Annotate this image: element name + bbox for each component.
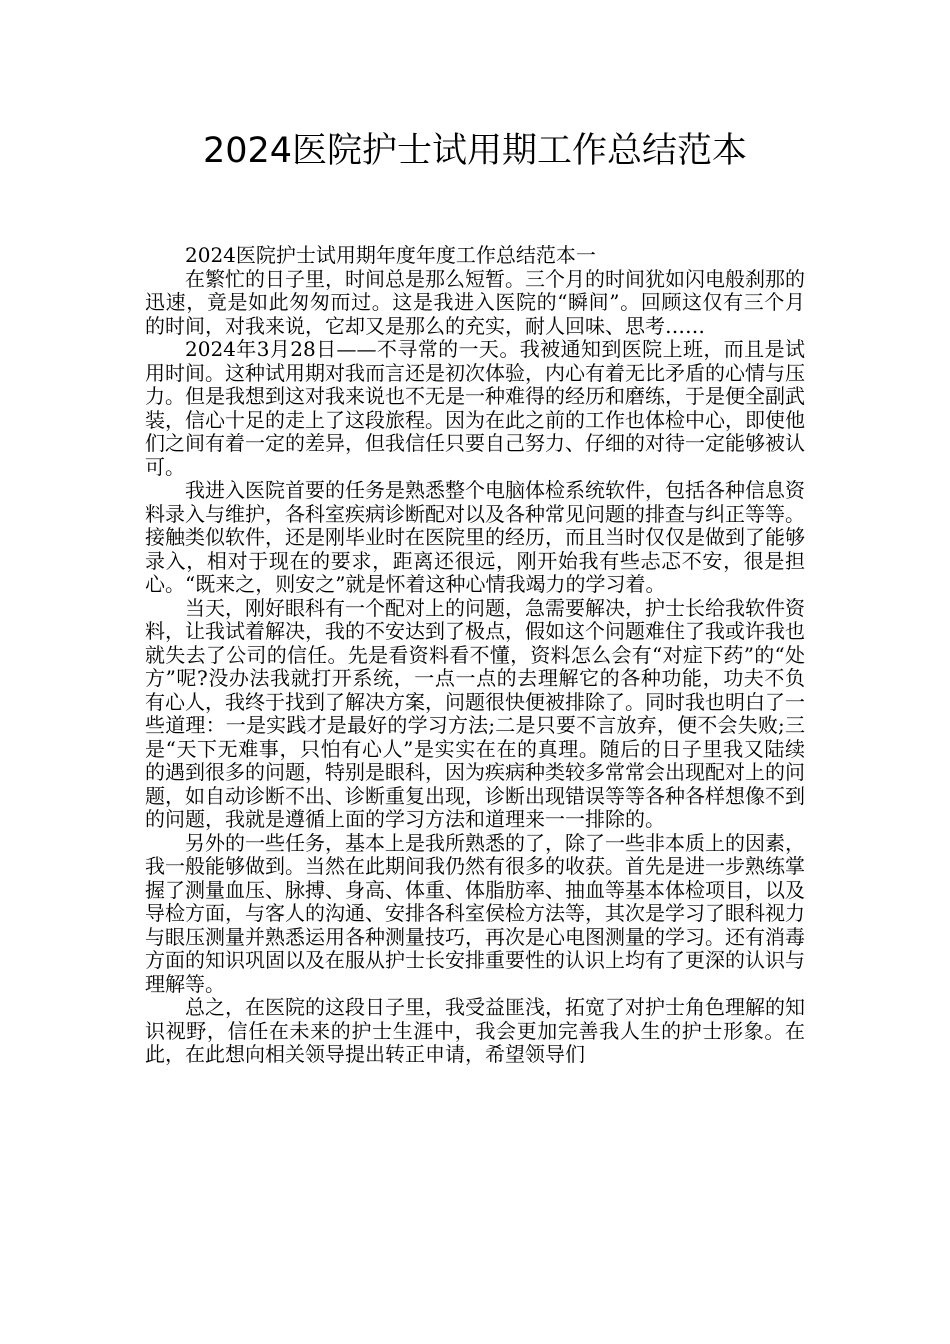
paragraph: 我进入医院首要的任务是熟悉整个电脑体检系统软件，包括各种信息资料录入与维护，各科室疾病诊断配对以及各种常见问题的排查与纠正等等。接触类似软件，还是刚毕业时在医院里的经历，而且当时仅仅是做到了能够录入，相对于现在的要求，距离还很远，刚开始我有些忐忑不安，很是担心。“既来之，则安之”就是怀着这种心情我竭力的学习着。 (145, 478, 805, 596)
paragraph: 另外的一些任务，基本上是我所熟悉的了，除了一些非本质上的因素，我一般能够做到。当然在此期间我仍然有很多的收获。首先是进一步熟练掌握了测量血压、脉搏、身高、体重、体脂肪率、抽血等基本体检项目，以及导检方面，与客人的沟通、安排各科室侯检方法等，其次是学习了眼科视力与眼压测量并熟悉运用各种测量技巧，再次是心电图测量的学习。还有消毒方面的知识巩固以及在服从护士长安排重要性的认识上均有了更深的认识与理解等。 (145, 830, 805, 996)
document-subtitle: 2024医院护士试用期年度年度工作总结范本一 (185, 243, 596, 267)
document-title: 2024医院护士试用期工作总结范本 (202, 131, 748, 171)
paragraph: 总之，在医院的这段日子里，我受益匪浅，拓宽了对护士角色理解的知识视野，信任在未来的护士生涯中，我会更加完善我人生的护士形象。在此，在此想向相关领导提出转正申请，希望领导们 (145, 995, 805, 1066)
paragraph: 2024年3月28日——不寻常的一天。我被通知到医院上班，而且是试用时间。这种试用期对我而言还是初次体验，内心有着无比矛盾的心情与压力。但是我想到这对我来说也不无是一种难得的经历和磨练，于是便全副武装，信心十足的走上了这段旅程。因为在此之前的工作也体检中心，即使他们之间有着一定的差异，但我信任只要自己努力、仔细的对待一定能够被认可。 (145, 337, 805, 479)
document-body (145, 244, 805, 1067)
paragraph: 在繁忙的日子里，时间总是那么短暂。三个月的时间犹如闪电般刹那的迅速，竟是如此匆匆而过。这是我进入医院的“瞬间”。回顾这仅有三个月的时间，对我来说，它却又是那么的充实，耐人回味、思考…… (145, 266, 805, 338)
paragraph: 当天，刚好眼科有一个配对上的问题，急需要解决，护士长给我软件资料，让我试着解决，我的不安达到了极点，假如这个问题难住了我或许我也就失去了公司的信任。先是看资料看不懂，资料怎么会有“对症下药”的“处方”呢?没办法我就打开系统，一点一点的去理解它的各种功能，功夫不负有心人，我终于找到了解决方案，问题很快便被排除了。同时我也明白了一些道理：一是实践才是最好的学习方法;二是只要不言放弃，便不会失败;三是“天下无难事，只怕有心人”是实实在在的真理。随后的日子里我又陆续的遇到很多的问题，特别是眼科，因为疾病种类较多常常会出现配对上的问题，如自动诊断不出、诊断重复出现，诊断出现错误等等各种各样想像不到的问题，我就是遵循上面的学习方法和道理来一一排除的。 (145, 595, 805, 831)
